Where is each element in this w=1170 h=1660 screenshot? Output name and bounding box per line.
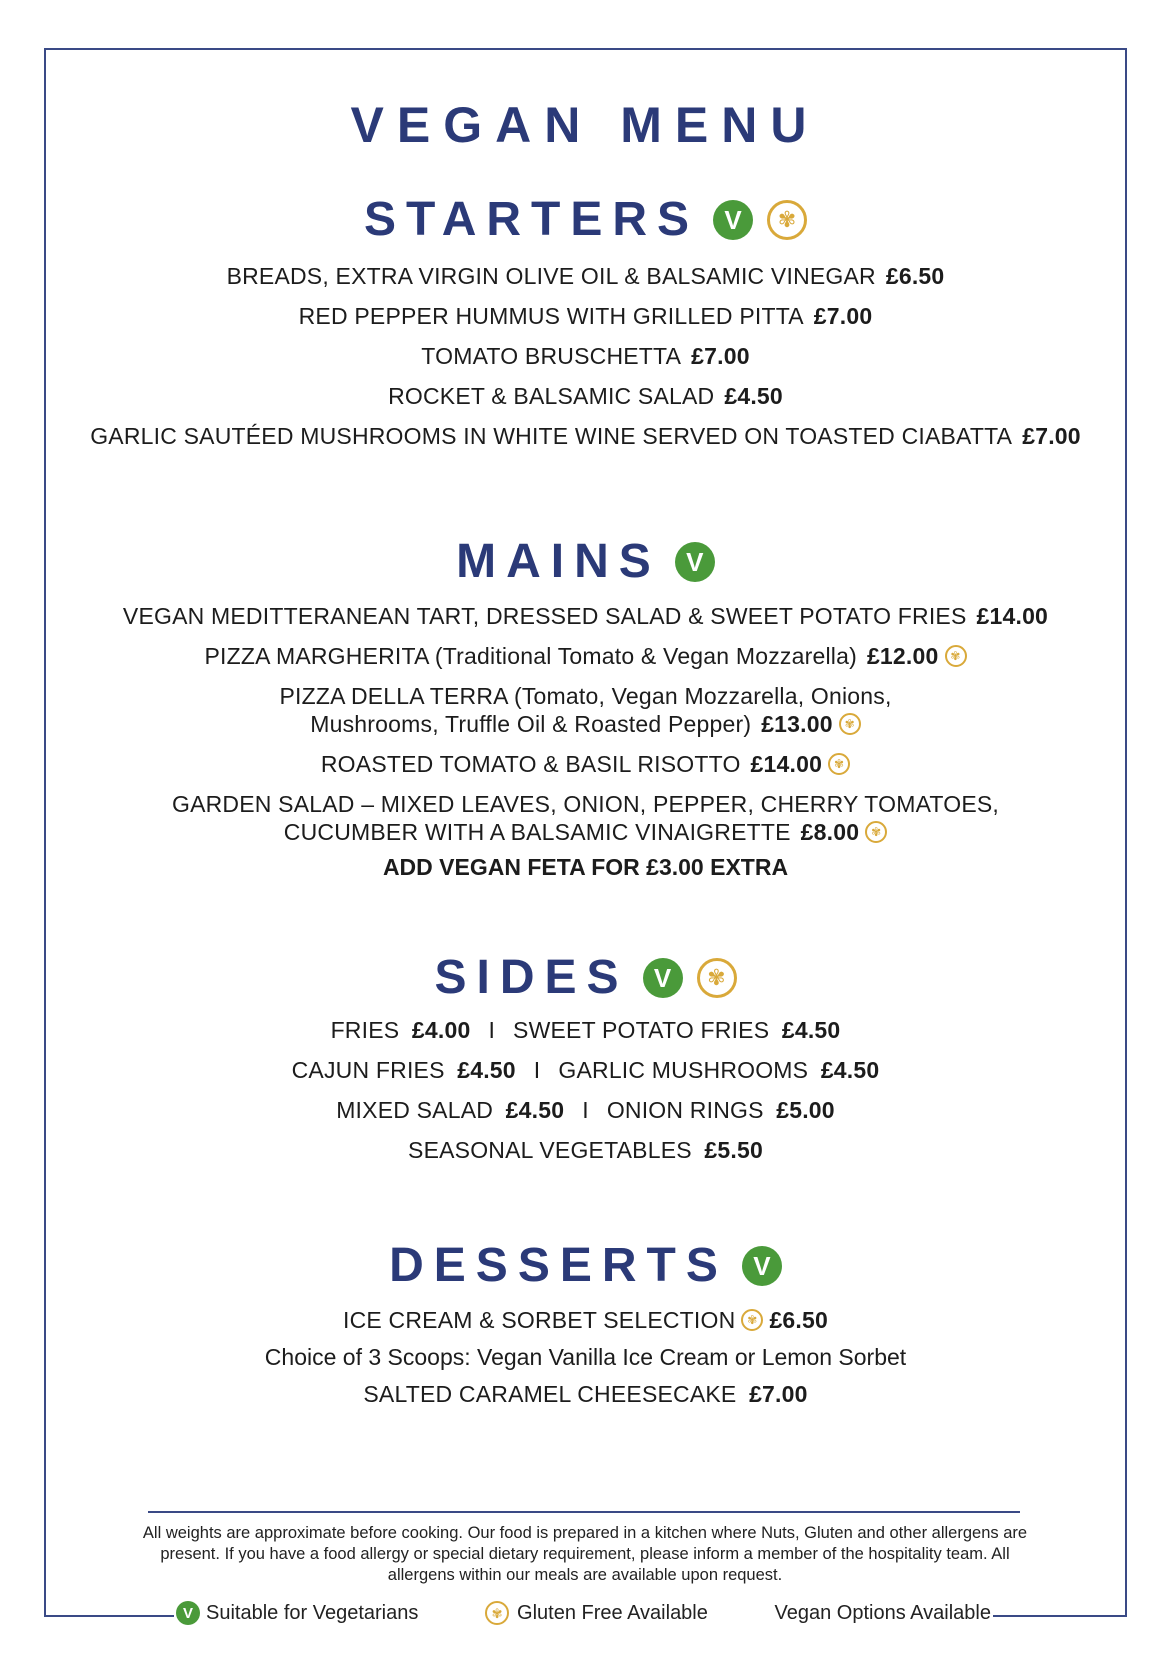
- item-name: ROASTED TOMATO & BASIL RISOTTO: [320, 751, 741, 777]
- legend-vegetarian-label: Suitable for Vegetarians: [206, 1601, 419, 1624]
- item-name: MIXED SALAD: [336, 1097, 494, 1123]
- item-price: £6.50: [885, 263, 945, 289]
- separator: I: [533, 1057, 541, 1083]
- item-price: £4.50: [457, 1057, 516, 1083]
- item-name: ONION RINGS: [606, 1097, 764, 1123]
- legend: [176, 1601, 991, 1625]
- item-name: GARLIC SAUTÉED MUSHROOMS IN WHITE WINE SERVED ON TOASTED CIABATTA: [90, 423, 1013, 449]
- gluten-free-icon: ✾: [828, 753, 850, 775]
- gluten-free-icon: ✾: [865, 821, 887, 843]
- menu-item: [46, 296, 1125, 336]
- legend-gluten-free-label: Gluten Free Available: [517, 1601, 708, 1624]
- item-name-line1: GARDEN SALAD – MIXED LEAVES, ONION, PEPPER, CHERRY TOMATOES,: [171, 791, 1000, 817]
- vegetarian-icon: V: [742, 1246, 782, 1286]
- item-name: SWEET POTATO FRIES: [513, 1017, 770, 1043]
- item-name: VEGAN MEDITTERANEAN TART, DRESSED SALAD & SWEET POTATO FRIES: [122, 603, 967, 629]
- legend-vegan-label: Vegan Options Available: [774, 1601, 991, 1624]
- menu-item: [46, 636, 1125, 676]
- item-name: ICE CREAM & SORBET SELECTION: [343, 1307, 736, 1333]
- item-price: £8.00: [800, 819, 860, 845]
- item-name-line2: CUCUMBER WITH A BALSAMIC VINAIGRETTE: [283, 819, 791, 845]
- menu-item: [46, 416, 1125, 456]
- item-name: RED PEPPER HUMMUS WITH GRILLED PITTA: [298, 303, 804, 329]
- menu-item: [46, 1374, 1125, 1414]
- item-name: TOMATO BRUSCHETTA: [421, 343, 682, 369]
- legend-gluten-free: [485, 1601, 708, 1625]
- mains-heading-text: MAINS: [456, 535, 661, 588]
- item-name: BREADS, EXTRA VIRGIN OLIVE OIL & BALSAMIC VINEGAR: [226, 263, 876, 289]
- item-name-line2: Mushrooms, Truffle Oil & Roasted Pepper): [310, 711, 752, 737]
- desserts-heading-text: DESSERTS: [389, 1239, 728, 1292]
- sides-heading-text: SIDES: [434, 951, 629, 1004]
- item-price: £4.00: [411, 1017, 471, 1043]
- item-price: £14.00: [750, 751, 823, 777]
- item-price: £5.50: [704, 1137, 763, 1163]
- mains-extra-note: ADD VEGAN FETA FOR £3.00 EXTRA: [382, 854, 789, 880]
- item-name: GARLIC MUSHROOMS: [558, 1057, 809, 1083]
- starters-heading: [46, 192, 1125, 248]
- gluten-free-icon: ✾: [839, 713, 861, 735]
- mains-heading: [46, 534, 1125, 590]
- sides-heading: [46, 950, 1125, 1006]
- sides-row: [46, 1090, 1125, 1130]
- sides-row: [46, 1050, 1125, 1090]
- item-price: £7.00: [813, 303, 873, 329]
- sides-section: [46, 950, 1125, 1170]
- item-name: FRIES: [330, 1017, 400, 1043]
- item-name: CAJUN FRIES: [291, 1057, 445, 1083]
- sides-row: [46, 1130, 1125, 1170]
- item-price: £4.50: [505, 1097, 565, 1123]
- footer-divider: [148, 1511, 1020, 1513]
- item-name: ROCKET & BALSAMIC SALAD: [388, 383, 715, 409]
- item-name: PIZZA MARGHERITA (Traditional Tomato & Vegan Mozzarella): [204, 643, 857, 669]
- item-price: £13.00: [761, 711, 833, 737]
- menu-item: [46, 336, 1125, 376]
- gluten-free-icon: ✾: [741, 1309, 763, 1331]
- menu-item: [46, 376, 1125, 416]
- starters-heading-text: STARTERS: [363, 193, 700, 246]
- frame-top-border: [44, 48, 1127, 50]
- gluten-free-icon: ✾: [767, 200, 807, 240]
- item-price: £4.50: [820, 1057, 880, 1083]
- legend-vegan: [775, 1602, 991, 1625]
- allergen-disclaimer: All weights are approximate before cooking. Our food is prepared in a kitchen where Nuts, Gluten and other allergens are present. If you have a food allergy or special dietary requirement, please inform a member of the hospitality team. All allergens within our meals are available upon request.: [142, 1524, 1028, 1584]
- item-price: £7.00: [749, 1381, 808, 1407]
- sides-row: [46, 1010, 1125, 1050]
- item-price: £5.00: [776, 1097, 835, 1123]
- item-name: SALTED CARAMEL CHEESECAKE: [363, 1381, 737, 1407]
- frame-bottom-border-left: [44, 1615, 174, 1617]
- vegetarian-icon: V: [176, 1601, 200, 1625]
- menu-item: [46, 1300, 1125, 1340]
- item-price: £4.50: [781, 1017, 841, 1043]
- desserts-section: [46, 1238, 1125, 1414]
- item-price: £14.00: [976, 603, 1049, 629]
- mains-section: [46, 534, 1125, 882]
- menu-title: VEGAN MENU: [350, 97, 820, 153]
- legend-vegetarian: [176, 1601, 418, 1625]
- item-price: £6.50: [769, 1307, 828, 1333]
- menu-item: [46, 596, 1125, 636]
- separator: I: [488, 1017, 496, 1043]
- item-price: £4.50: [724, 383, 783, 409]
- desserts-heading: [46, 1238, 1125, 1294]
- gluten-free-icon: ✾: [945, 645, 967, 667]
- menu-item: [46, 256, 1125, 296]
- dessert-note: Choice of 3 Scoops: Vegan Vanilla Ice Cream or Lemon Sorbet: [264, 1344, 907, 1370]
- item-price: £12.00: [866, 643, 939, 669]
- menu-item: [46, 790, 1125, 846]
- item-name-line1: PIZZA DELLA TERRA (Tomato, Vegan Mozzarella, Onions,: [279, 683, 892, 709]
- starters-section: [46, 192, 1125, 456]
- gluten-free-icon: ✾: [485, 1601, 509, 1625]
- frame-bottom-border-right: [993, 1615, 1127, 1617]
- item-name: SEASONAL VEGETABLES: [408, 1137, 692, 1163]
- vegetarian-icon: V: [643, 958, 683, 998]
- gluten-free-icon: ✾: [697, 958, 737, 998]
- item-price: £7.00: [1022, 423, 1081, 449]
- item-price: £7.00: [691, 343, 750, 369]
- menu-item: [46, 682, 1125, 738]
- separator: I: [582, 1097, 589, 1123]
- vegetarian-icon: V: [713, 200, 753, 240]
- vegetarian-icon: V: [675, 542, 715, 582]
- frame-right-border: [1125, 48, 1127, 1616]
- menu-item: [46, 744, 1125, 784]
